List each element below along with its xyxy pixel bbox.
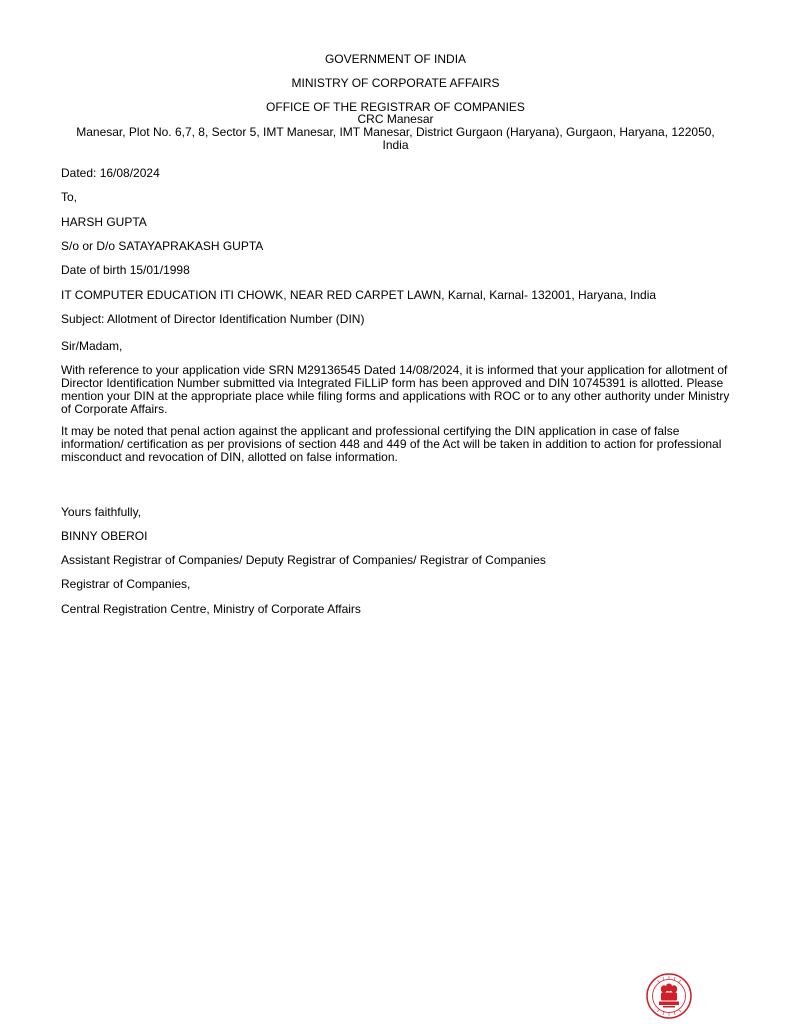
header-government: GOVERNMENT OF INDIA (324, 52, 467, 66)
header-centre: CRC Manesar (357, 112, 434, 126)
recipient-parent: S/o or D/o SATAYAPRAKASH GUPTA (61, 239, 264, 253)
recipient-name: HARSH GUPTA (61, 215, 147, 229)
letter-subject: Subject: Allotment of Director Identification Number (DIN) (61, 312, 365, 326)
header-address: Manesar, Plot No. 6,7, 8, Sector 5, IMT Manesar, IMT Manesar, District Gurgaon (Haryana), Gurgaon, Haryana, 122050, India (76, 125, 715, 152)
signatory-title: Registrar of Companies, (61, 577, 191, 591)
recipient-address: IT COMPUTER EDUCATION ITI CHOWK, NEAR RED CARPET LAWN, Karnal, Karnal- 132001, Haryana, India (61, 288, 657, 302)
body-paragraph-penal-action: It may be noted that penal action against the applicant and professional certifying the DIN application in case of false information/ certification as per provisions of section 448 and 449 of the Act will be taken in addition to action for professional misconduct and revocation of DIN, allotted on false information. (61, 424, 722, 464)
letter-salutation: Sir/Madam, (61, 339, 123, 353)
closing-valediction: Yours faithfully, (61, 505, 142, 519)
letter-date: Dated: 16/08/2024 (61, 166, 160, 180)
signatory-name: BINNY OBEROI (61, 529, 148, 543)
recipient-dob: Date of birth 15/01/1998 (61, 263, 190, 277)
mca-seal-icon (643, 972, 695, 1020)
header-office: OFFICE OF THE REGISTRAR OF COMPANIES (266, 100, 525, 114)
signatory-office: Central Registration Centre, Ministry of Corporate Affairs (61, 602, 361, 616)
signatory-designation: Assistant Registrar of Companies/ Deputy Registrar of Companies/ Registrar of Companies (61, 553, 546, 567)
header-ministry: MINISTRY OF CORPORATE AFFAIRS (291, 76, 500, 90)
body-paragraph-allotment: With reference to your application vide SRN M29136545 Dated 14/08/2024, it is informed that your application for allotment of Director Identification Number submitted via Integrated FiLLiP form has been approved and DIN 10745391 is allotted. Please mention your DIN at the appropriate place while filing forms and applications with ROC or to any other authority under Ministry of Corporate Affairs. (61, 363, 730, 416)
letter-to: To, (61, 190, 78, 204)
